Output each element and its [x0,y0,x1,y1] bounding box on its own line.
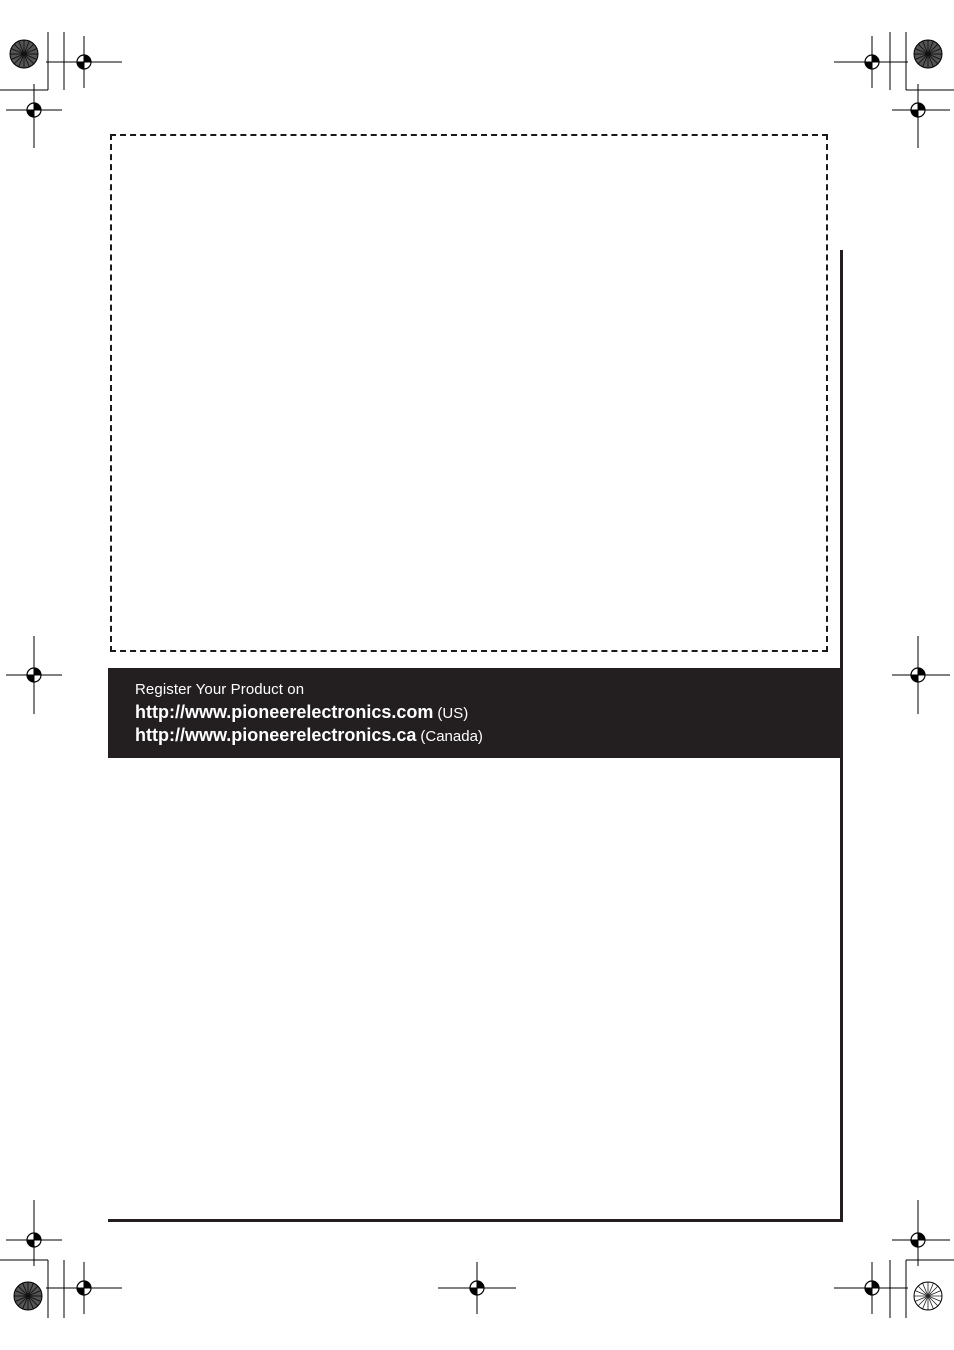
right-edge-rule [840,250,843,1222]
registration-banner [108,668,842,758]
url-us-suffix: (US) [437,705,469,722]
url-canada-line [135,724,483,748]
register-product-text: Register Your Product on [135,681,305,698]
dashed-placeholder-box [110,134,828,652]
url-canada-link[interactable]: http://www.pioneerelectronics.ca [135,725,417,745]
bottom-edge-rule [108,1219,843,1222]
url-us-link[interactable]: http://www.pioneerelectronics.com [135,702,434,722]
url-us-line [135,701,468,725]
url-canada-suffix: (Canada) [420,728,483,745]
